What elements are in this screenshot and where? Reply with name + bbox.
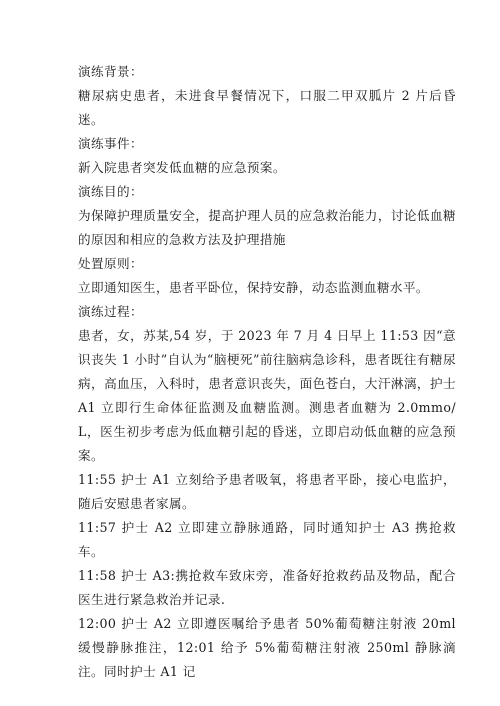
document-body [78,60,456,684]
paragraph-process-1200: 12:00 护士 A2 立即遵医嘱给予患者 50%葡萄糖注射液 20ml 缓慢静脉推注，12:01 给予 5%葡萄糖注射液 250ml 静脉滴注。同时护士 A1 记 [78,616,456,679]
section-heading-principle: 处置原则： [78,256,143,271]
section-heading-background: 演练背景： [78,64,143,79]
paragraph-principle: 立即通知医生，患者平卧位，保持安静，动态监测血糖水平。 [78,280,429,295]
paragraph-event: 新入院患者突发低血糖的应急预案。 [78,160,286,175]
paragraph-background: 糖尿病史患者，未进食早餐情况下，口服二甲双胍片 2 片后昏迷。 [78,88,456,127]
section-heading-purpose: 演练目的： [78,184,143,199]
paragraph-process-1155: 11:55 护士 A1 立刻给予患者吸氧，将患者平卧，接心电监护，随后安慰患者家属。 [78,472,456,511]
section-heading-event: 演练事件： [78,136,143,151]
paragraph-process-1157: 11:57 护士 A2 立即建立静脉通路，同时通知护士 A3 携抢救车。 [78,520,456,559]
paragraph-process-1158: 11:58 护士 A3:携抢救车致床旁，准备好抢救药品及物品，配合医生进行紧急救治并记录. [78,568,456,607]
section-heading-process: 演练过程： [78,304,143,319]
paragraph-process-intro: 患者，女，苏某,54 岁，于 2023 年 7 月 4 日早上 11:53 因“意识丧失 1 小时”自认为“脑梗死”前往脑病急诊科，患者既往有糖尿病，高血压，入科时，患者意识丧失，面色苍白，大汗淋漓，护士 A1 立即行生命体征监测及血糖监测。测患者血糖为 2.0mmo/L，医生初步考虑为低血糖引起的昏迷，立即启动低血糖的应急预案。 [78,328,456,463]
paragraph-purpose: 为保障护理质量安全，提高护理人员的应急救治能力，讨论低血糖的原因和相应的急救方法及护理措施 [78,208,456,247]
